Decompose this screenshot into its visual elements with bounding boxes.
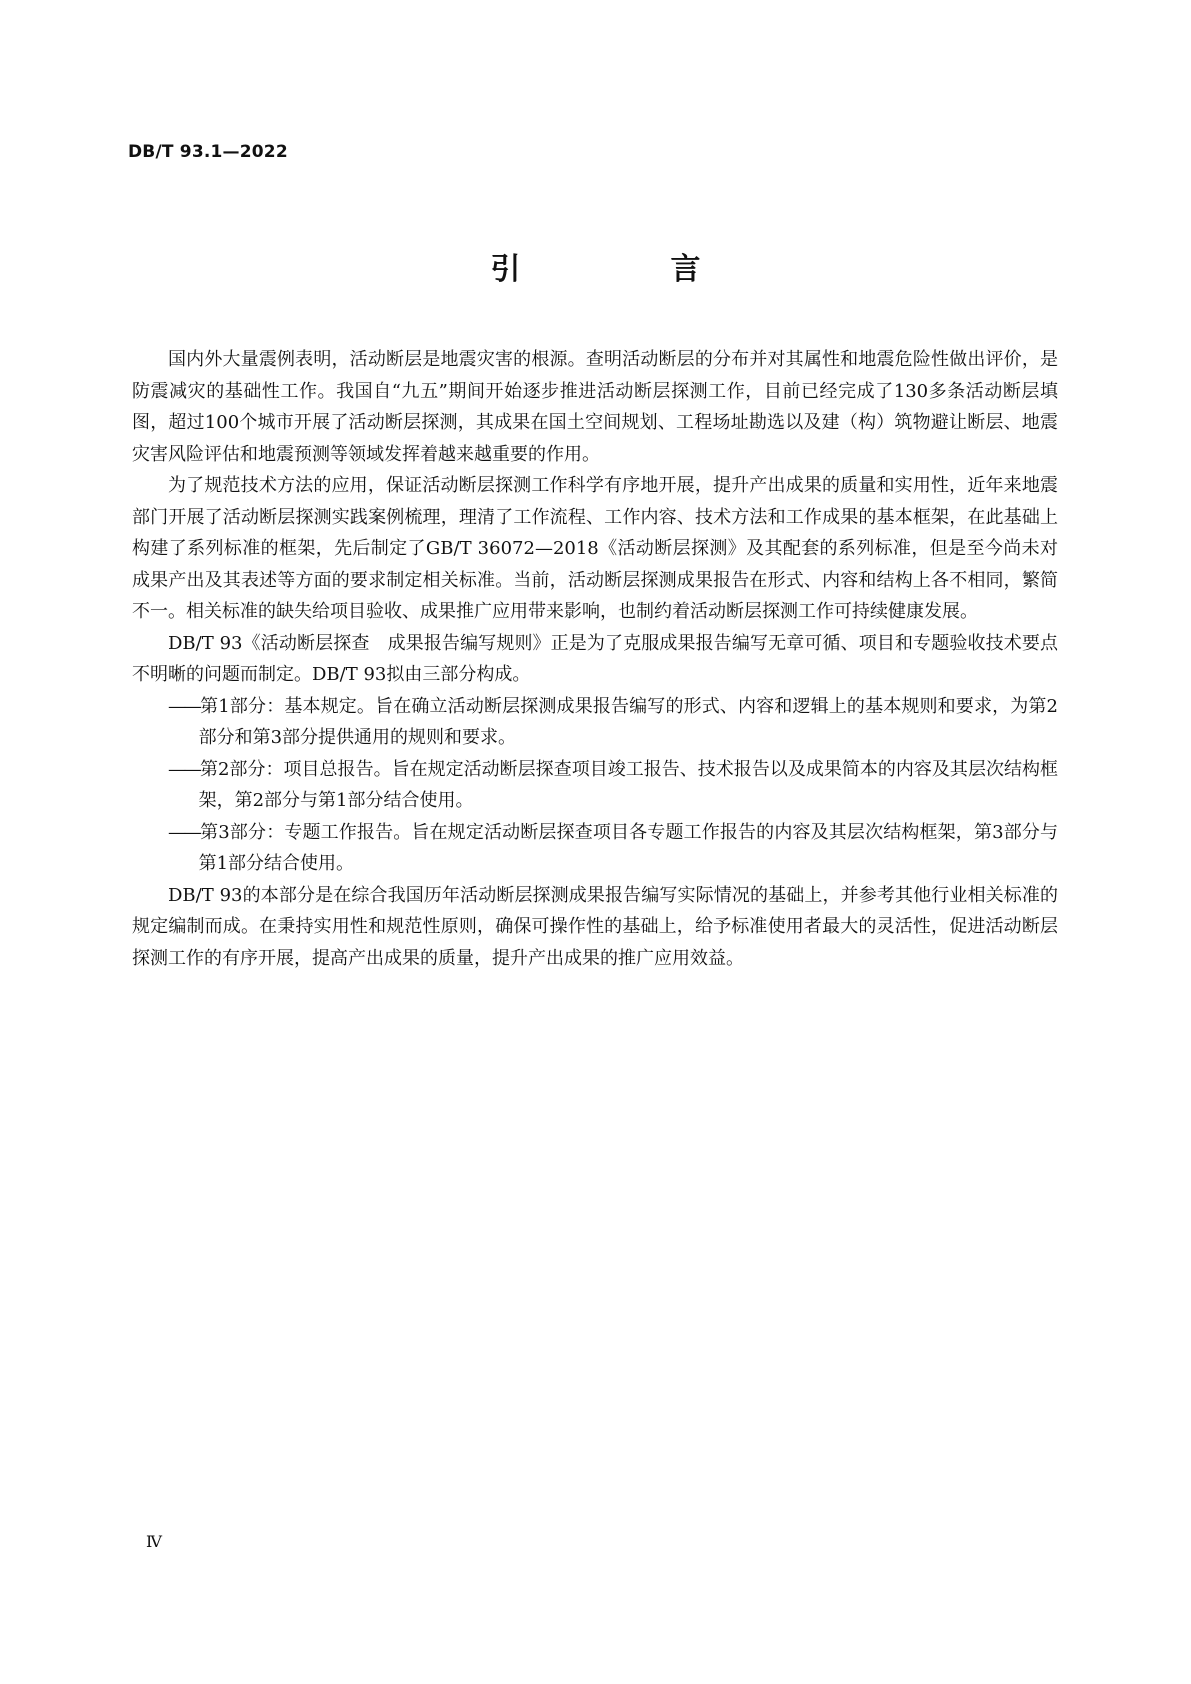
list-dash: —— xyxy=(168,695,200,717)
list-item-text: 第1部分：基本规定。旨在确立活动断层探测成果报告编写的形式、内容和逻辑上的基本规则和要求，为第2部分和第3部分提供通用的规则和要求。 xyxy=(198,695,1058,748)
parts-list xyxy=(132,691,1058,880)
list-item-part-2 xyxy=(132,754,1058,817)
list-item-text: 第3部分：专题工作报告。旨在规定活动断层探查项目各专题工作报告的内容及其层次结构框架，第3部分与第1部分结合使用。 xyxy=(198,821,1058,874)
page-number: Ⅳ xyxy=(146,1532,162,1551)
list-item-text: 第2部分：项目总报告。旨在规定活动断层探查项目竣工报告、技术报告以及成果简本的内容及其层次结构框架，第2部分与第1部分结合使用。 xyxy=(198,758,1058,811)
list-dash: —— xyxy=(168,821,200,843)
list-dash: —— xyxy=(168,758,200,780)
paragraph-2: 为了规范技术方法的应用，保证活动断层探测工作科学有序地开展，提升产出成果的质量和实用性，近年来地震部门开展了活动断层探测实践案例梳理，理清了工作流程、工作内容、技术方法和工作成果的基本框架，在此基础上构建了系列标准的框架，先后制定了GB/T 36072—2018《活动断层探测》及其配套的系列标准，但是至今尚未对成果产出及其表述等方面的要求制定相关标准。当前，活动断层探测成果报告在形式、内容和结构上各不相同，繁简不一。相关标准的缺失给项目验收、成果推广应用带来影响，也制约着活动断层探测工作可持续健康发展。 xyxy=(132,475,1058,622)
list-item-part-1 xyxy=(132,691,1058,754)
list-item-part-3 xyxy=(132,817,1058,880)
section-title: 引 言 xyxy=(490,252,761,287)
paragraph-3: DB/T 93《活动断层探查 成果报告编写规则》正是为了克服成果报告编写无章可循、项目和专题验收技术要点不明晰的问题而制定。DB/T 93拟由三部分构成。 xyxy=(132,632,1058,685)
paragraph-1: 国内外大量震例表明，活动断层是地震灾害的根源。查明活动断层的分布并对其属性和地震危险性做出评价，是防震减灾的基础性工作。我国自“九五”期间开始逐步推进活动断层探测工作，目前已经完成了130多条活动断层填图，超过100个城市开展了活动断层探测，其成果在国土空间规划、工程场址勘选以及建（构）筑物避让断层、地震灾害风险评估和地震预测等领域发挥着越来越重要的作用。 xyxy=(132,349,1058,465)
introduction-body xyxy=(132,344,1058,974)
document-code: DB/T 93.1—2022 xyxy=(128,142,288,162)
closing-paragraph: DB/T 93的本部分是在综合我国历年活动断层探测成果报告编写实际情况的基础上，并参考其他行业相关标准的规定编制而成。在秉持实用性和规范性原则，确保可操作性的基础上，给予标准使用者最大的灵活性，促进活动断层探测工作的有序开展，提高产出成果的质量，提升产出成果的推广应用效益。 xyxy=(132,884,1058,969)
